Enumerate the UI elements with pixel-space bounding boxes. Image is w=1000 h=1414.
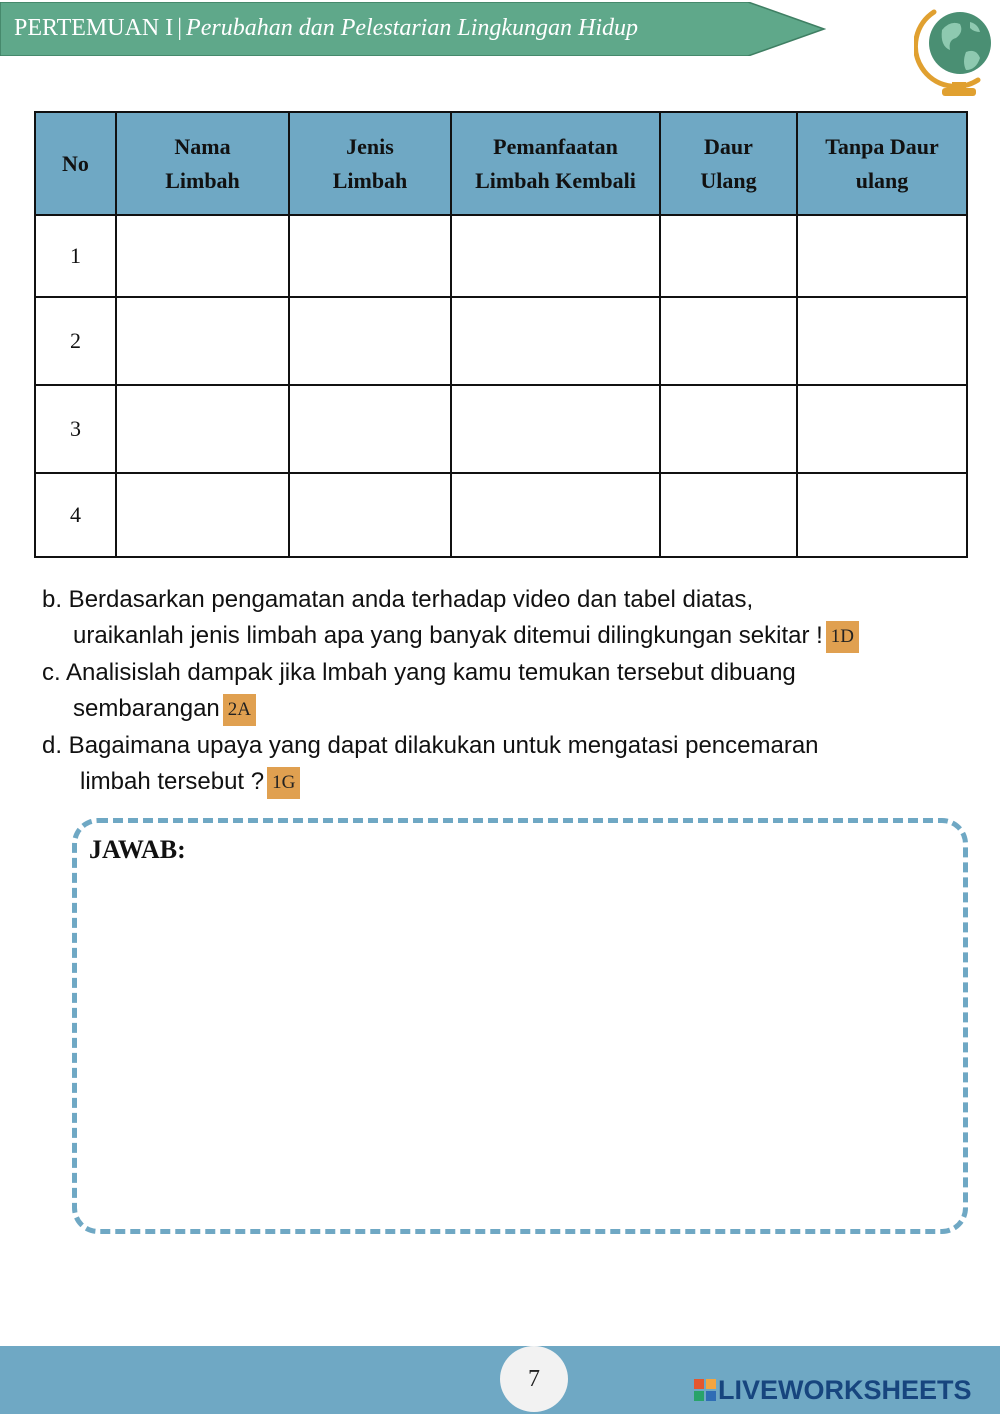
question-c-line1: c. Analisislah dampak jika lmbah yang kamu temukan tersebut dibuang bbox=[42, 659, 796, 686]
question-d bbox=[42, 728, 819, 800]
cell-pemanfaatan[interactable] bbox=[451, 473, 660, 557]
cell-daur-ulang[interactable] bbox=[660, 215, 797, 297]
cell-nama-limbah[interactable] bbox=[116, 473, 289, 557]
cell-jenis-limbah[interactable] bbox=[289, 297, 451, 385]
meeting-title: PERTEMUAN I bbox=[14, 15, 174, 41]
badge-2a: 2A bbox=[223, 694, 256, 726]
cell-nama-limbah[interactable] bbox=[116, 297, 289, 385]
badge-1d: 1D bbox=[826, 621, 859, 653]
topic-subtitle: Perubahan dan Pelestarian Lingkungan Hidup bbox=[186, 15, 639, 41]
table-row bbox=[35, 473, 967, 557]
header-tanpa-daur-ulang: Tanpa Daur ulang bbox=[797, 112, 967, 215]
header-pemanfaatan: Pemanfaatan Limbah Kembali bbox=[451, 112, 660, 215]
answer-label: JAWAB: bbox=[89, 835, 186, 864]
row-number: 1 bbox=[35, 215, 116, 297]
question-b-line1: b. Berdasarkan pengamatan anda terhadap video dan tabel diatas, bbox=[42, 586, 754, 613]
cell-jenis-limbah[interactable] bbox=[289, 385, 451, 473]
cell-pemanfaatan[interactable] bbox=[451, 297, 660, 385]
cell-jenis-limbah[interactable] bbox=[289, 473, 451, 557]
cell-jenis-limbah[interactable] bbox=[289, 215, 451, 297]
header-no: No bbox=[35, 112, 116, 215]
cell-tanpa-daur-ulang[interactable] bbox=[797, 297, 967, 385]
cell-daur-ulang[interactable] bbox=[660, 385, 797, 473]
table-row bbox=[35, 215, 967, 297]
cell-nama-limbah[interactable] bbox=[116, 215, 289, 297]
question-d-line2: limbah tersebut ? bbox=[80, 768, 265, 795]
cell-tanpa-daur-ulang[interactable] bbox=[797, 473, 967, 557]
row-number: 2 bbox=[35, 297, 116, 385]
badge-1g: 1G bbox=[267, 767, 300, 799]
cell-nama-limbah[interactable] bbox=[116, 385, 289, 473]
banner-title bbox=[14, 10, 638, 46]
cell-daur-ulang[interactable] bbox=[660, 297, 797, 385]
table-header-row bbox=[35, 112, 967, 215]
answer-box[interactable] bbox=[72, 818, 968, 1234]
question-c bbox=[42, 655, 796, 727]
globe-icon bbox=[914, 0, 996, 102]
table-row bbox=[35, 385, 967, 473]
question-b bbox=[42, 582, 859, 654]
question-c-line2: sembarangan bbox=[73, 695, 220, 722]
header-jenis-limbah: Jenis Limbah bbox=[289, 112, 451, 215]
liveworksheets-brand: LIVEWORKSHEETS bbox=[718, 1374, 972, 1405]
cell-tanpa-daur-ulang[interactable] bbox=[797, 215, 967, 297]
liveworksheets-logo[interactable] bbox=[694, 1372, 972, 1408]
table-row bbox=[35, 297, 967, 385]
cell-daur-ulang[interactable] bbox=[660, 473, 797, 557]
question-b-line2: uraikanlah jenis limbah apa yang banyak ditemui dilingkungan sekitar ! bbox=[73, 622, 823, 649]
liveworksheets-icon bbox=[694, 1379, 716, 1401]
question-d-line1: d. Bagaimana upaya yang dapat dilakukan untuk mengatasi pencemaran bbox=[42, 732, 819, 759]
header-nama-limbah: Nama Limbah bbox=[116, 112, 289, 215]
cell-tanpa-daur-ulang[interactable] bbox=[797, 385, 967, 473]
title-separator: | bbox=[177, 15, 183, 41]
waste-table bbox=[34, 111, 968, 558]
cell-pemanfaatan[interactable] bbox=[451, 385, 660, 473]
row-number: 3 bbox=[35, 385, 116, 473]
row-number: 4 bbox=[35, 473, 116, 557]
header-banner bbox=[0, 2, 826, 56]
header-daur-ulang: Daur Ulang bbox=[660, 112, 797, 215]
page-number: 7 bbox=[500, 1346, 568, 1412]
cell-pemanfaatan[interactable] bbox=[451, 215, 660, 297]
